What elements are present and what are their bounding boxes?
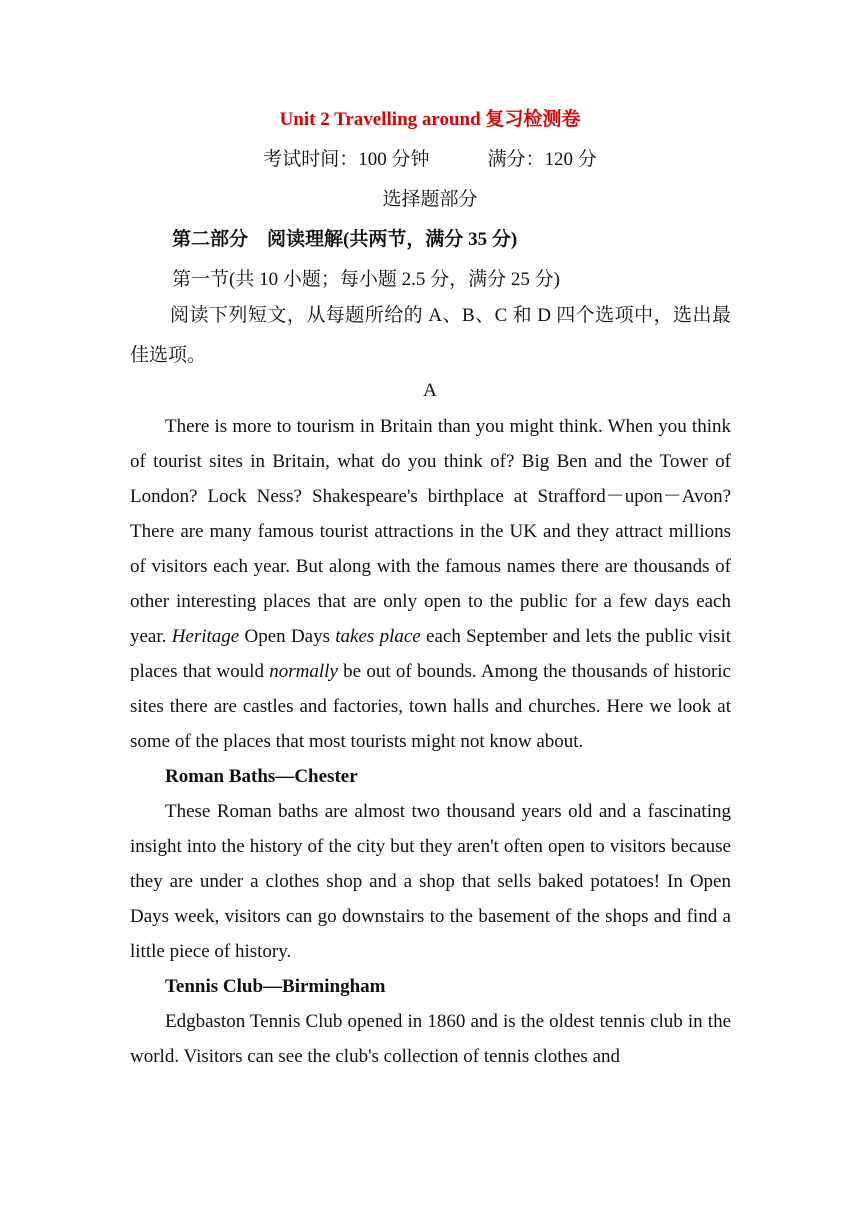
section-heading-tennis-club: Tennis Club—Birmingham — [165, 976, 386, 997]
intro-text-4: be out of bounds. Among the thousands of historic sites there are castles and factories, town halls and churches. Here we look at some of the places that most tourists might not know about. — [130, 661, 731, 752]
document-title: Unit 2 Travelling around 复习检测卷 — [279, 109, 581, 130]
instruction: 阅读下列短文，从每题所给的 A、B、C 和 D 四个选项中，选出最佳选项。 — [130, 305, 731, 366]
emphasis-heritage: Heritage — [171, 626, 240, 647]
exam-meta — [0, 144, 860, 171]
emphasis-takes-place: takes place — [335, 626, 421, 647]
section-heading-roman-baths: Roman Baths—Chester — [165, 766, 358, 787]
subsection-title: 第一节(共 10 小题；每小题 2.5 分，满分 25 分) — [172, 269, 560, 290]
exam-time: 考试时间：100 分钟 — [263, 149, 430, 170]
passage-body — [130, 409, 731, 1074]
passage-letter: A — [423, 380, 437, 401]
intro-text-3: each September and lets the public visit places that would — [130, 626, 732, 682]
emphasis-normally: normally — [269, 661, 338, 682]
part-title: 第二部分 阅读理解(共两节，满分 35 分) — [172, 229, 518, 250]
section-text-roman-baths: These Roman baths are almost two thousand years old and a fascinating insight into the history of the city but they aren't often open to visitors because they are under a clothes shop and a shop that sells baked potatoes! In Open Days week, visitors can go downstairs to the basement of the shops and find a little piece of history. — [130, 801, 731, 962]
section-text-tennis-club: Edgbaston Tennis Club opened in 1860 and is the oldest tennis club in the world. Visitors can see the club's collection of tennis clothes and — [130, 1011, 731, 1067]
intro-text-2: Open Days — [239, 626, 336, 647]
section-label: 选择题部分 — [382, 189, 478, 210]
exam-score: 满分：120 分 — [487, 149, 597, 170]
intro-text-1: There is more to tourism in Britain than you might think. When you think of tourist sites in Britain, what do you think of? Big Ben and the Tower of London? Lock Ness? Shakespeare's birthplace at Strafford－upon－Avon? There are many famous tourist attractions in the UK and they attract millions of visitors each year. But along with the famous names there are thousands of other interesting places that are only open to the public for a few days each year. — [130, 416, 731, 647]
intro-paragraph — [130, 409, 731, 759]
